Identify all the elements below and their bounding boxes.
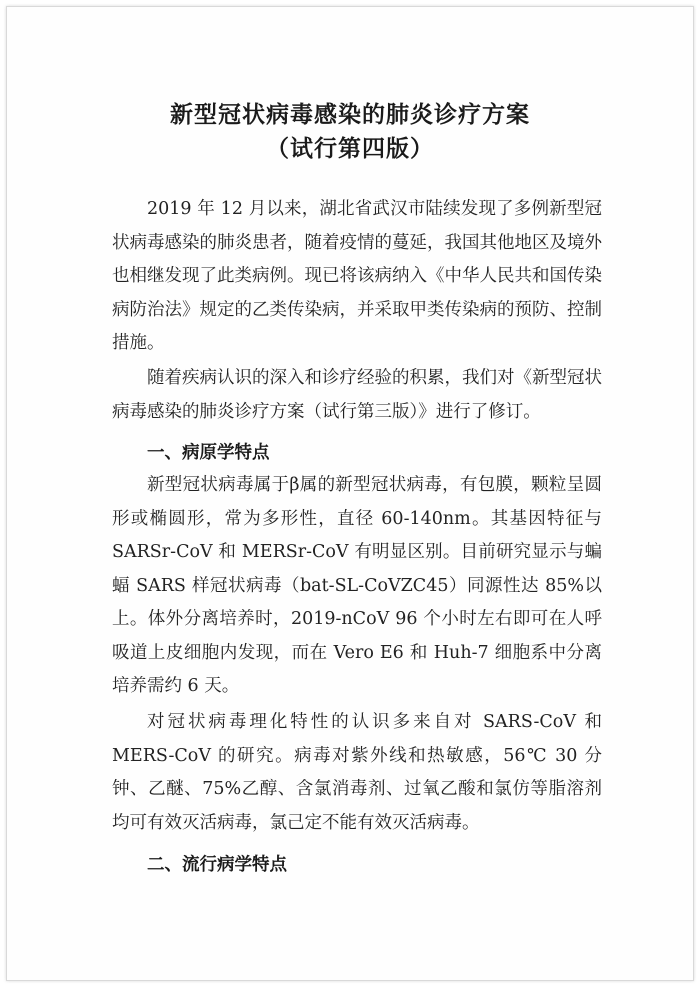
document-subtitle: （试行第四版） <box>266 136 434 162</box>
paragraph-revision: 随着疾病认识的深入和诊疗经验的积累，我们对《新型冠状病毒感染的肺炎诊疗方案（试行第三版）》进行了修订。 <box>112 368 602 422</box>
section-heading-pathogen: 一、病原学特点 <box>147 443 270 463</box>
paragraph-pathogen-features: 新型冠状病毒属于β属的新型冠状病毒，有包膜，颗粒呈圆形或椭圆形，常为多形性，直径 60-140nm。其基因特征与 SARSr-CoV 和 MERSr-CoV 有明显区别。目前研究显示与蝙蝠 SARS 样冠状病毒（bat-SL-CoVZC45）同源性达 85%以上。体外分离培养时，2019-nCoV 96 个小时左右即可在人呼吸道上皮细胞内发现，而在 Vero E6 和 Huh-7 细胞系中分离培养需约 6 天。 <box>112 475 602 696</box>
section-heading-epidemiology: 二、流行病学特点 <box>147 855 287 875</box>
paragraph-physicochemical: 对冠状病毒理化特性的认识多来自对 SARS-CoV 和 MERS-CoV 的研究。病毒对紫外线和热敏感，56℃ 30 分钟、乙醚、75%乙醇、含氯消毒剂、过氧乙酸和氯仿等脂溶剂均可有效灭活病毒，氯己定不能有效灭活病毒。 <box>112 712 602 833</box>
paragraph-intro: 2019 年 12 月以来，湖北省武汉市陆续发现了多例新型冠状病毒感染的肺炎患者，随着疫情的蔓延，我国其他地区及境外也相继发现了此类病例。现已将该病纳入《中华人民共和国传染病防治法》规定的乙类传染病，并采取甲类传染病的预防、控制措施。 <box>112 199 602 353</box>
document-title: 新型冠状病毒感染的肺炎诊疗方案 <box>170 102 530 128</box>
